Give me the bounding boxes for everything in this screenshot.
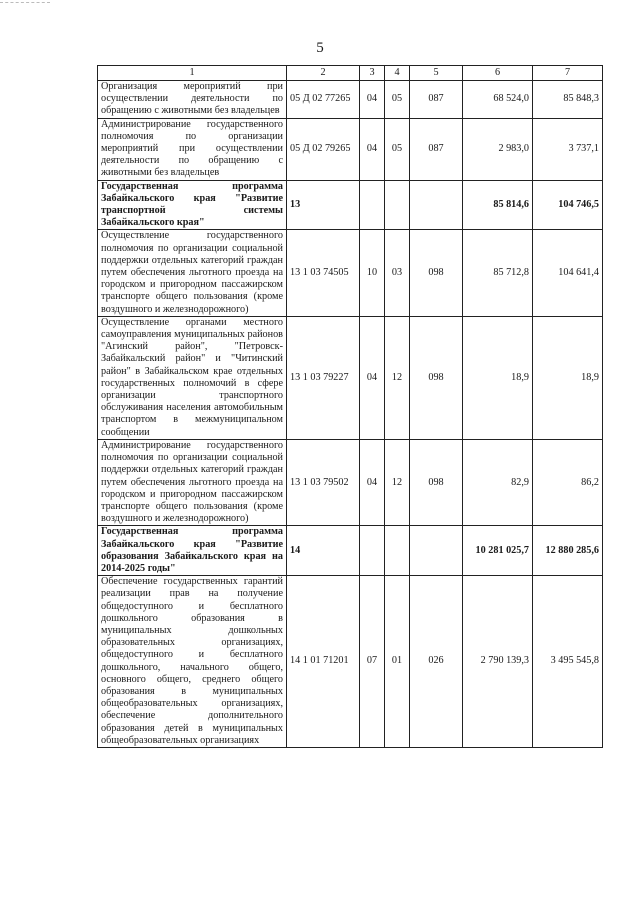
- row-sum-year1-cell: 2 790 139,3: [463, 576, 533, 748]
- row-section-cell: 04: [360, 316, 385, 439]
- row-name-cell: Государственная программа Забайкальского края "Развитие транспортной системы Забайкальского края": [98, 180, 287, 230]
- row-name-cell: Администрирование государственного полномочия по организации социальной поддержки отдельных категорий граждан путем обеспечения льготного проезда на городском и пригородном пассажирском транспорте общего пользования (кроме воздушного и железнодорожного): [98, 439, 287, 525]
- row-sum-year1-cell: 18,9: [463, 316, 533, 439]
- row-sum-year2-cell: 3 737,1: [533, 118, 603, 180]
- row-sum-year2-cell: 12 880 285,6: [533, 526, 603, 576]
- row-code-cell: 05 Д 02 77265: [287, 81, 360, 119]
- row-name-cell: Осуществление государственного полномочия по организации социальной поддержки отдельных категорий граждан путем обеспечения льготного проезда на городском и пригородном пассажирском транспорте общего пользования (кроме воздушного и железнодорожного): [98, 230, 287, 316]
- table-row: [98, 81, 603, 119]
- table-row: [98, 439, 603, 525]
- row-section-cell: 04: [360, 439, 385, 525]
- row-section-cell: 07: [360, 576, 385, 748]
- row-subsection-cell: 05: [385, 81, 410, 119]
- row-code-cell: 13 1 03 79227: [287, 316, 360, 439]
- header-row: [98, 66, 603, 81]
- row-sum-year1-cell: 82,9: [463, 439, 533, 525]
- table-row: [98, 118, 603, 180]
- row-name-cell: Администрирование государственного полномочия по организации мероприятий при осуществлении деятельности по обращению с животными без владельцев: [98, 118, 287, 180]
- row-expense-type-cell: 098: [410, 316, 463, 439]
- row-section-cell: 04: [360, 81, 385, 119]
- row-subsection-cell: [385, 526, 410, 576]
- row-sum-year2-cell: 104 641,4: [533, 230, 603, 316]
- col-header-5: 5: [410, 66, 463, 81]
- row-subsection-cell: 12: [385, 316, 410, 439]
- row-section-cell: 04: [360, 118, 385, 180]
- row-sum-year1-cell: 85 712,8: [463, 230, 533, 316]
- row-expense-type-cell: [410, 180, 463, 230]
- col-header-6: 6: [463, 66, 533, 81]
- row-sum-year2-cell: 18,9: [533, 316, 603, 439]
- col-header-1: 1: [98, 66, 287, 81]
- page-number: 5: [316, 40, 324, 56]
- table-row: [98, 230, 603, 316]
- col-header-7: 7: [533, 66, 603, 81]
- row-sum-year1-cell: 68 524,0: [463, 81, 533, 119]
- row-name-cell: Государственная программа Забайкальского края "Развитие образования Забайкальского края на 2014-2025 годы": [98, 526, 287, 576]
- row-sum-year2-cell: 86,2: [533, 439, 603, 525]
- row-sum-year1-cell: 2 983,0: [463, 118, 533, 180]
- table-row: [98, 316, 603, 439]
- row-expense-type-cell: 087: [410, 118, 463, 180]
- row-expense-type-cell: 098: [410, 230, 463, 316]
- row-sum-year2-cell: 85 848,3: [533, 81, 603, 119]
- row-name-cell: Обеспечение государственных гарантий реализации прав на получение общедоступного и бесплатного дошкольного образования в муниципальных дошкольных образовательных организациях, общедоступного и бесплатного дошкольного, начального общего, основного общего, среднего общего образования в муниципальных общеобразовательных организациях, обеспечение дополнительного образования детей в муниципальных общеобразовательных организациях: [98, 576, 287, 748]
- row-section-cell: [360, 180, 385, 230]
- row-name-cell: Осуществление органами местного самоуправления муниципальных районов "Агинский район", "Петровск-Забайкальский район" и "Читинский район" в Забайкальском крае отдельных государственных полномочий в сфере организации транспортного обслуживания населения автомобильным транспортом в межмуниципальном сообщении: [98, 316, 287, 439]
- row-code-cell: 13 1 03 74505: [287, 230, 360, 316]
- row-subsection-cell: 03: [385, 230, 410, 316]
- row-sum-year2-cell: 3 495 545,8: [533, 576, 603, 748]
- row-section-cell: 10: [360, 230, 385, 316]
- table-row: [98, 576, 603, 748]
- budget-table: [97, 65, 603, 748]
- table-row: [98, 180, 603, 230]
- row-name-cell: Организация мероприятий при осуществлении деятельности по обращению с животными без владельцев: [98, 81, 287, 119]
- row-code-cell: 13 1 03 79502: [287, 439, 360, 525]
- row-sum-year2-cell: 104 746,5: [533, 180, 603, 230]
- row-code-cell: 14: [287, 526, 360, 576]
- row-expense-type-cell: 098: [410, 439, 463, 525]
- table-row: [98, 526, 603, 576]
- row-section-cell: [360, 526, 385, 576]
- row-subsection-cell: 05: [385, 118, 410, 180]
- row-expense-type-cell: [410, 526, 463, 576]
- col-header-3: 3: [360, 66, 385, 81]
- col-header-2: 2: [287, 66, 360, 81]
- row-sum-year1-cell: 85 814,6: [463, 180, 533, 230]
- row-subsection-cell: 12: [385, 439, 410, 525]
- row-sum-year1-cell: 10 281 025,7: [463, 526, 533, 576]
- row-expense-type-cell: 087: [410, 81, 463, 119]
- row-code-cell: 05 Д 02 79265: [287, 118, 360, 180]
- col-header-4: 4: [385, 66, 410, 81]
- row-expense-type-cell: 026: [410, 576, 463, 748]
- row-subsection-cell: [385, 180, 410, 230]
- scan-artifact: [0, 2, 50, 5]
- table-body: [98, 81, 603, 748]
- row-subsection-cell: 01: [385, 576, 410, 748]
- row-code-cell: 14 1 01 71201: [287, 576, 360, 748]
- row-code-cell: 13: [287, 180, 360, 230]
